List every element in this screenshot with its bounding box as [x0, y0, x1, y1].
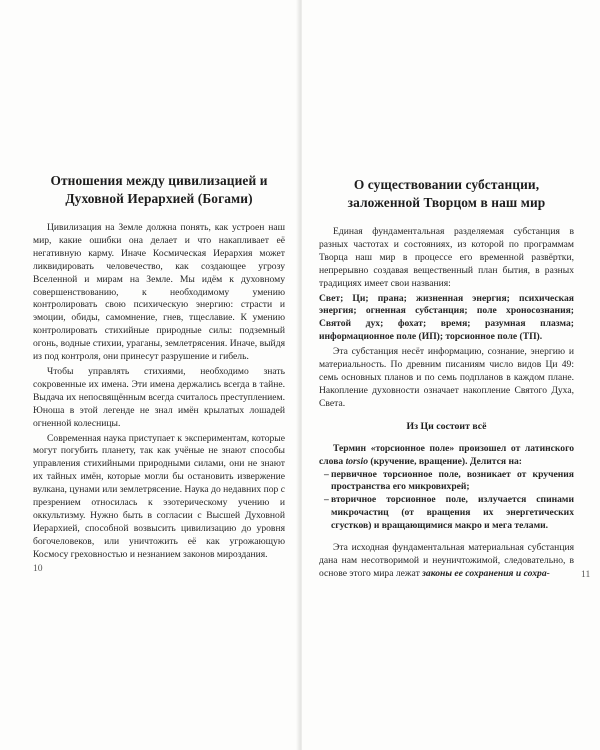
left-page-number: 10: [33, 563, 43, 574]
list-item: – вторичное торсионное поле, излучается спинами микрочастиц (от вращения их энергетических сгустков) и вращающимися макро и мега телами.: [324, 494, 574, 532]
right-page-number: 11: [581, 569, 591, 580]
right-page: [302, 0, 600, 750]
left-page: [0, 0, 298, 750]
substance-names-paragraph: Свет; Ци; прана; жизненная энергия; психическая энергия; огненная субстанция; поле хроносознания; Святой дух; фохат; время; разумная плазма; информационное поле (ИП); торсионное поле (ТП).: [319, 292, 574, 343]
closing-text: Эта исходная фундаментальная материальная субстанция дана нам несотворимой и неуничтожимой, следовательно, в основе этого мира лежат: [319, 542, 574, 579]
section-subheading: Из Ци состоит всё: [406, 420, 487, 432]
left-body-text: [33, 222, 285, 562]
left-paragraph-2: Чтобы управлять стихиями, необходимо знать сокровенные их имена. Эти имена держались всегда в тайне. Выдача их непосвящённым всегда считалось преступлением. Юноша в этой легенде не знал имён крылатых лошадей огненной колесницы.: [33, 365, 285, 429]
right-body-text: [319, 226, 574, 581]
left-paragraph-3: Современная наука приступает к экспериментам, которые могут погубить планету, так как учёные не знают способы управления стихийными природными силами, они не знают их тайных имён, которые могли бы остановить извержение вулкана, цунами или землетрясение. Наука до недавних пор с презрением относилась к эзотерическому учению и оккультизму. Нужно быть в согласии с Высшей Духовной Иерархией, способной возвысить цивилизацию до уровня богочеловеков, или уничтожить её как угрожающую Космосу греховностью и незнанием законов мироздания.: [33, 432, 285, 560]
term-rest: (кручение, вращение). Делится на:: [368, 455, 522, 467]
list-item-text: первичное торсионное поле, возникает от кручения пространства его микровихрей;: [331, 468, 574, 493]
torsion-term-paragraph: [319, 443, 574, 469]
list-item: – первичное торсионное поле, возникает от кручения пространства его микровихрей;: [324, 468, 574, 493]
right-chapter-title: О существовании субстанции, заложенной Творцом в наш мир: [347, 177, 546, 210]
closing-emphasis: законы ее сохранения и сохра-: [422, 567, 550, 579]
term-latin-word: torsio: [345, 455, 368, 467]
right-info-paragraph: Эта субстанция несёт информацию, сознание, энергию и материальность. По древним писаниям число видов Ци 49: семь основных планов и по семь подпланов в каждом плане. Накопление духовности означает накопление Святого Духа, Света.: [319, 346, 574, 409]
list-item-text: вторичное торсионное поле, излучается спинами микрочастиц (от вращения их энергетических сгустков) и вращающимися макро и мега телами.: [331, 494, 574, 532]
left-paragraph-1: Цивилизация на Земле должна понять, как устроен наш мир, какие ошибки она делает и что накапливает её негативную карму. Иначе Космическая Иерархия может ликвидировать человечество, как создающее угрозу Вселенной и мирам на Земле. Мы идём к духовному совершенствованию, к необходимому умению контролировать свою психическую энергию: страсти и эмоции, обиды, самомнение, гнев, тщеславие. К умению контролировать стихийные природные силы: подземный огонь, водные стихии, ураганы, землетрясения. Иначе, выйдя из под контроля, они принесут разрушение и гибель.: [33, 222, 285, 363]
right-intro-paragraph: Единая фундаментальная разделяемая субстанция в разных частотах и состояниях, из которой по программам Творца наш мир в процессе его временной развёртки, непрерывно создавая вещественный план бытия, в разных традициях имеет свои названия:: [319, 226, 574, 289]
torsion-field-list: [319, 469, 574, 534]
term-intro: Термин «торсионное поле» произошел от латинского слова: [319, 442, 574, 467]
left-chapter-title: Отношения между цивилизацией и Духовной Иерархией (Богами): [50, 173, 268, 206]
closing-paragraph: [319, 542, 574, 581]
